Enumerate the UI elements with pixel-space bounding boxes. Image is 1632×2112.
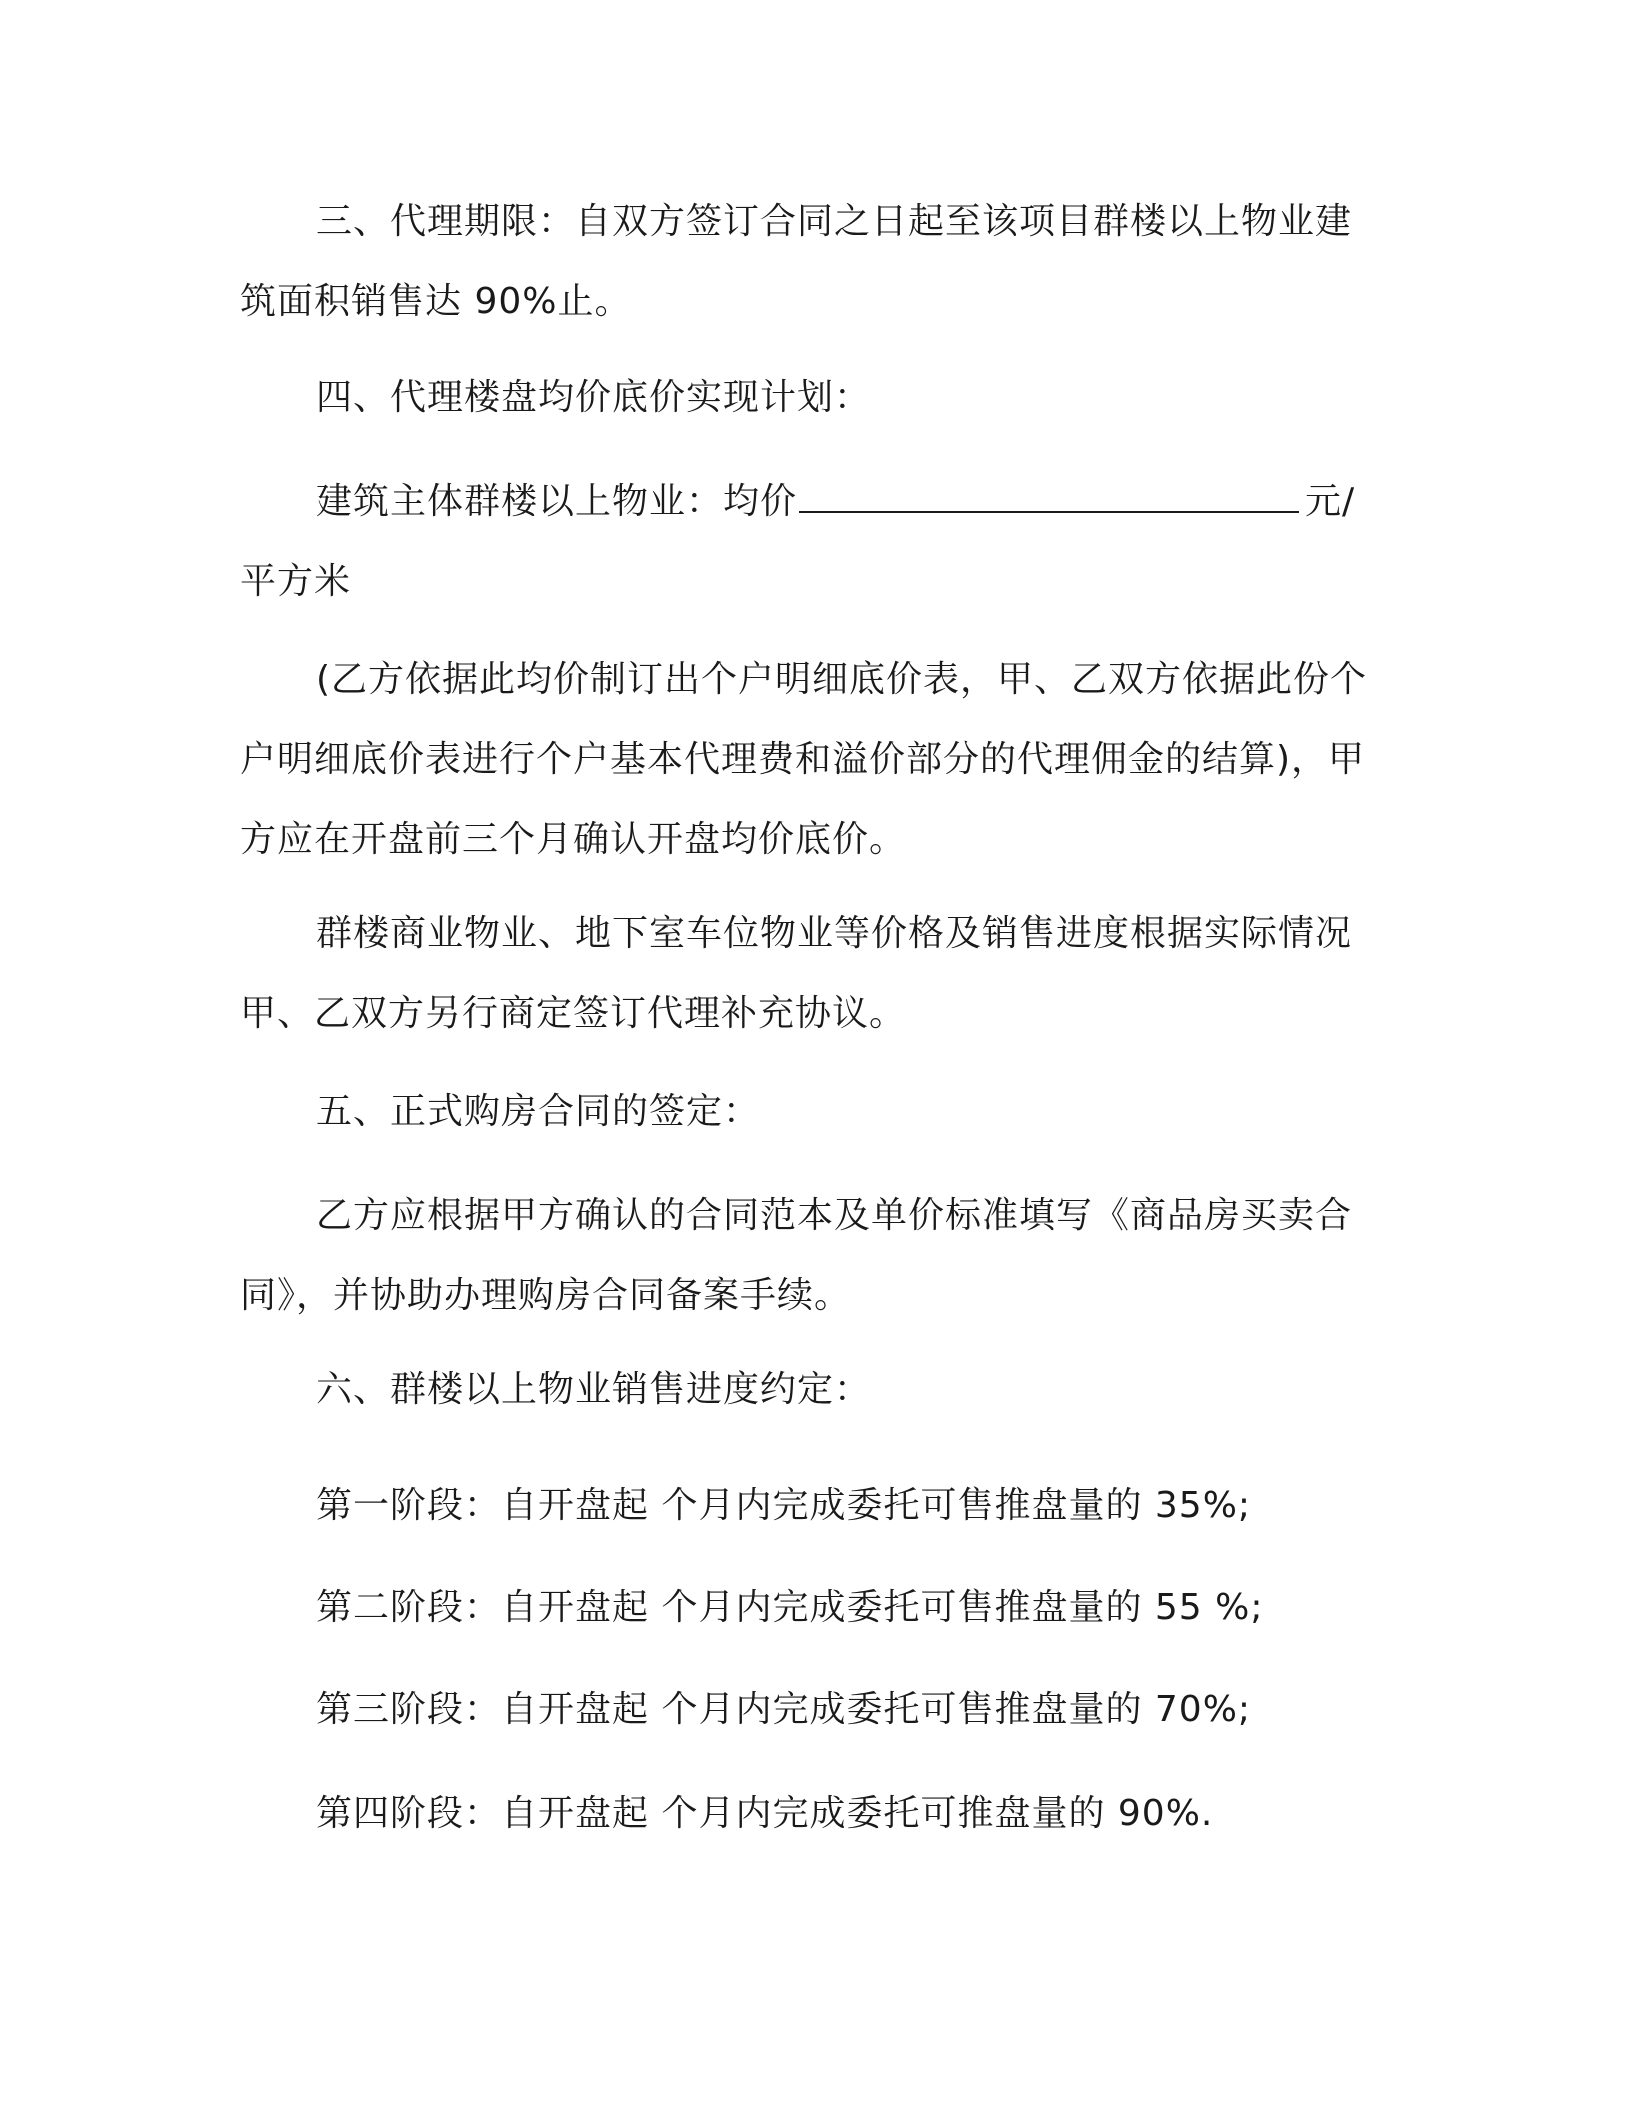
- stage-4: 第四阶段：自开盘起 个月内完成委托可推盘量的 90%.: [316, 1793, 1214, 1834]
- clause-contract-signing-heading: 五、正式购房合同的签定：: [316, 1091, 761, 1132]
- stage-3: 第三阶段：自开盘起 个月内完成委托可售推盘量的 70%;: [316, 1689, 1252, 1730]
- clause-contract-signing-body: 乙方应根据甲方确认的合同范本及单价标准填写《商品房买卖合同》，并协助办理购房合同备案手续。: [240, 1195, 1353, 1316]
- average-price-blank: [799, 477, 1299, 513]
- average-price-unit: 元/平方米: [240, 481, 1356, 602]
- clause-agency-term: 三、代理期限：自双方签订合同之日起至该项目群楼以上物业建筑面积销售达 90%止。: [240, 201, 1353, 322]
- stage-2: 第二阶段：自开盘起 个月内完成委托可售推盘量的 55 %;: [316, 1587, 1264, 1628]
- stage-1: 第一阶段：自开盘起 个月内完成委托可售推盘量的 35%;: [316, 1485, 1252, 1526]
- clause-price-plan-heading: 四、代理楼盘均价底价实现计划：: [316, 377, 872, 418]
- clause-average-price: [240, 462, 1380, 622]
- clause-commercial-property: 群楼商业物业、地下室车位物业等价格及销售进度根据实际情况甲、乙双方另行商定签订代理补充协议。: [240, 913, 1353, 1034]
- average-price-label: 建筑主体群楼以上物业：均价: [316, 481, 798, 522]
- clause-sales-progress-heading: 六、群楼以上物业销售进度约定：: [316, 1369, 872, 1410]
- clause-price-table-note: (乙方依据此均价制订出个户明细底价表，甲、乙双方依据此份个户明细底价表进行个户基本代理费和溢价部分的代理佣金的结算)，甲方应在开盘前三个月确认开盘均价底价。: [240, 659, 1368, 860]
